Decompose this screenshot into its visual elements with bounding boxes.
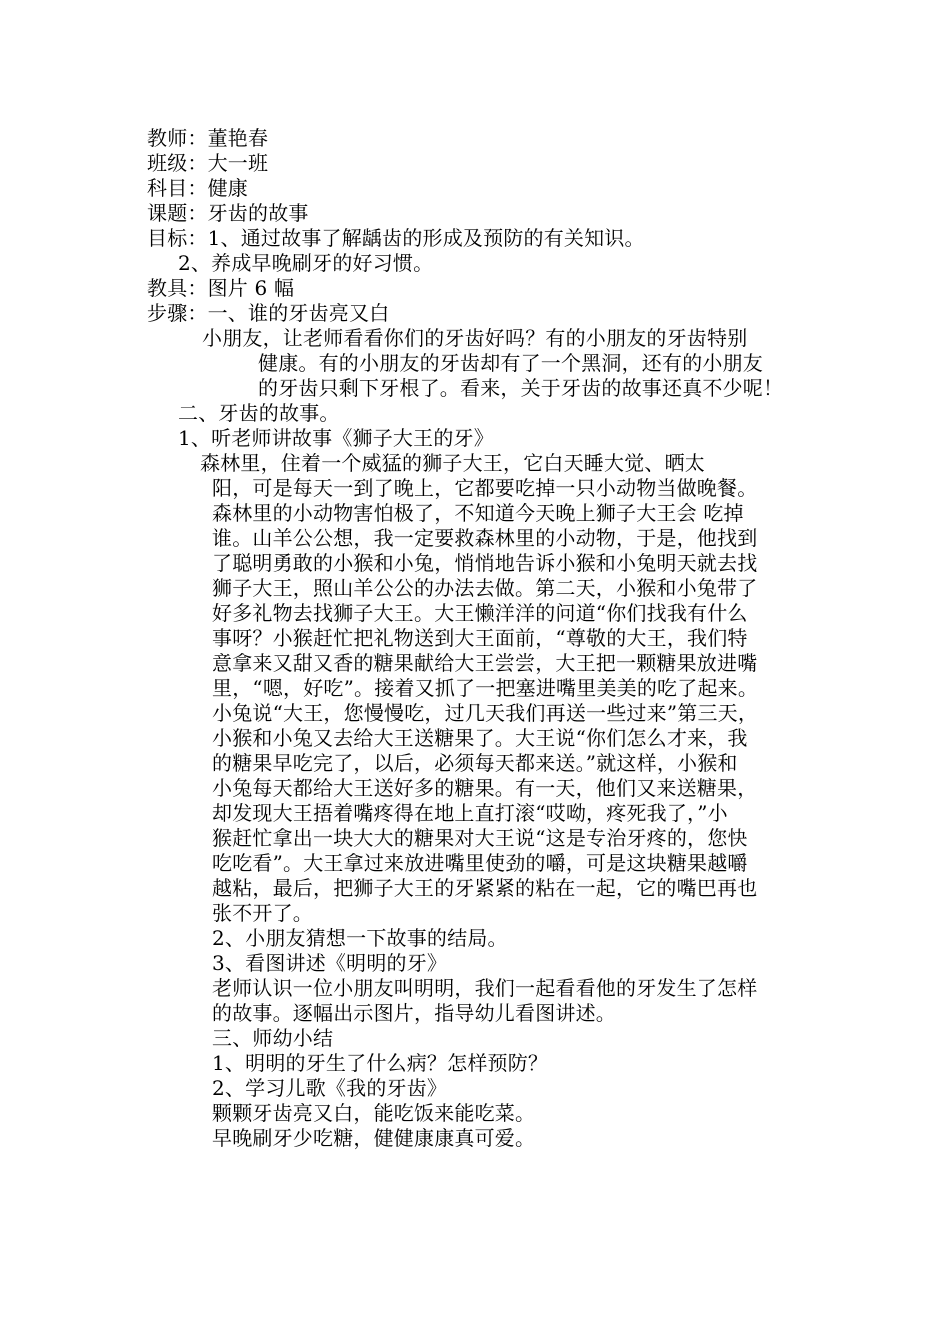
story-line: 小猴和小兔又去给大王送糖果了。大王说“你们怎么才来，我 — [212, 726, 748, 750]
story-line: 森林里的小动物害怕极了，不知道今天晚上狮子大王会 吃掉 — [212, 501, 744, 525]
song-line: 颗颗牙齿亮又白，能吃饭来能吃菜。 — [212, 1101, 536, 1125]
part3-title: 三、师幼小结 — [212, 1026, 334, 1050]
story-line: 却发现大王捂着嘴疼得在地上直打滚“哎呦，疼死我了，”小 — [212, 801, 728, 825]
picture-line: 的故事。逐幅出示图片，指导幼儿看图讲述。 — [212, 1001, 616, 1025]
song-line: 早晚刷牙少吃糖，健健康康真可爱。 — [212, 1126, 536, 1150]
part2-item2: 2、小朋友猜想一下故事的结局。 — [212, 926, 508, 950]
part2-item1: 1、听老师讲故事《狮子大王的牙》 — [178, 426, 494, 450]
story-line: 小兔每天都给大王送好多的糖果。有一天，他们又来送糖果， — [212, 776, 758, 800]
story-line: 猴赶忙拿出一块大大的糖果对大王说“这是专治牙疼的，您快 — [212, 826, 748, 850]
goal-line-1: 目标：1、通过故事了解龋齿的形成及预防的有关知识。 — [147, 226, 645, 250]
intro-line: 小朋友，让老师看看你们的牙齿好吗？有的小朋友的牙齿特别 — [202, 326, 748, 350]
class-line: 班级：大一班 — [147, 151, 269, 175]
story-line: 森林里，住着一个威猛的狮子大王，它白天睡大觉、晒太 — [200, 451, 705, 475]
part3-item1: 1、明明的牙生了什么病？怎样预防？ — [212, 1051, 549, 1075]
story-line: 里，“嗯，好吃”。接着又抓了一把塞进嘴里美美的吃了起来。 — [212, 676, 759, 700]
story-line: 狮子大王，照山羊公公的办法去做。第二天，小猴和小兔带了 — [212, 576, 758, 600]
story-line: 阳，可是每天一到了晚上，它都要吃掉一只小动物当做晚餐。 — [212, 476, 758, 500]
part2-title: 二、牙齿的故事。 — [178, 401, 340, 425]
story-line: 了聪明勇敢的小猴和小兔，悄悄地告诉小猴和小兔明天就去找 — [212, 551, 758, 575]
story-line: 意拿来又甜又香的糖果献给大王尝尝，大王把一颗糖果放进嘴 — [212, 651, 758, 675]
story-line: 好多礼物去找狮子大王。大王懒洋洋的问道“你们找我有什么 — [212, 601, 748, 625]
picture-line: 老师认识一位小朋友叫明明，我们一起看看他的牙发生了怎样 — [212, 976, 758, 1000]
part3-item2: 2、学习儿歌《我的牙齿》 — [212, 1076, 448, 1100]
intro-line: 的牙齿只剩下牙根了。看来，关于牙齿的故事还真不少呢！ — [258, 376, 784, 400]
subject-line: 科目：健康 — [147, 176, 248, 200]
materials-line: 教具：图片 6 幅 — [147, 276, 295, 300]
story-line: 的糖果早吃完了，以后，必须每天都来送。”就这样，小猴和 — [212, 751, 738, 775]
topic-line: 课题：牙齿的故事 — [147, 201, 309, 225]
story-line: 越粘，最后，把狮子大王的牙紧紧的粘在一起，它的嘴巴再也 — [212, 876, 758, 900]
story-line: 事呀？小猴赶忙把礼物送到大王面前，“尊敬的大王，我们特 — [212, 626, 748, 650]
goal-line-2: 2、养成早晚刷牙的好习惯。 — [178, 251, 434, 275]
story-line: 小兔说“大王，您慢慢吃，过几天我们再送一些过来”第三天， — [212, 701, 759, 725]
story-line: 张不开了。 — [212, 901, 313, 925]
story-line: 谁。山羊公公想，我一定要救森林里的小动物，于是，他找到 — [212, 526, 758, 550]
part2-item3: 3、看图讲述《明明的牙》 — [212, 951, 448, 975]
steps-title: 步骤：一、谁的牙齿亮又白 — [147, 301, 390, 325]
story-line: 吃吃看”。大王拿过来放进嘴里使劲的嚼，可是这块糖果越嚼 — [212, 851, 748, 875]
intro-line: 健康。有的小朋友的牙齿却有了一个黑洞，还有的小朋友 — [258, 351, 763, 375]
teacher-line: 教师：董艳春 — [147, 126, 269, 150]
